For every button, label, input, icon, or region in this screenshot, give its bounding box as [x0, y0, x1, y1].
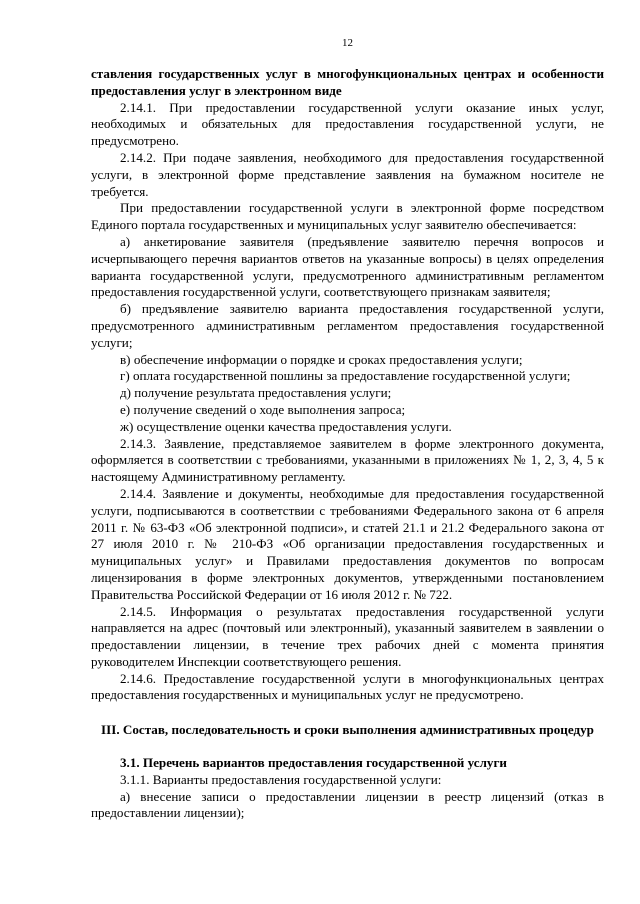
page-number: 12 [342, 37, 353, 49]
list-item-g: г) оплата государственной пошлины за предоставление государственной услуги; [120, 368, 571, 384]
list-item-zh: ж) осуществление оценки качества предоставления услуги. [120, 418, 452, 434]
subsection-title: 3.1. Перечень вариантов предоставления государственной услуги [120, 755, 507, 771]
section-title: III. Состав, последовательность и сроки выполнения административных процедур [101, 722, 594, 738]
paragraph-continued-heading: ставления государственных услуг в многофункциональных центрах и особенности предоставления услуг в электронном виде [91, 66, 604, 98]
list-item-a: а) анкетирование заявителя (предъявление заявителю перечня вопросов и исчерпывающего перечня вариантов ответов на указанные вопросы) в целях определения варианта государственной услуги, предусмотренного административным регламентом предоставления государственной услуги, соответствующего признакам заявителя; [91, 233, 604, 300]
document-body [91, 66, 604, 822]
paragraph-electronic-form: При предоставлении государственной услуги в электронной форме посредством Единого портала государственных и муниципальных услуг заявителю обеспечивается: [91, 200, 604, 233]
paragraph-2-14-2: 2.14.2. При подаче заявления, необходимого для предоставления государственной услуги, в электронной форме представление заявления на бумажном носителе не требуется. [91, 149, 604, 199]
paragraph-3-1-1: 3.1.1. Варианты предоставления государственной услуги: [120, 771, 442, 787]
list-item-v: в) обеспечение информации о порядке и сроках предоставления услуги; [120, 351, 523, 367]
list-item-b: б) предъявление заявителю варианта предоставления государственной услуги, предусмотренного административным регламентом предоставления государственной услуги; [91, 301, 604, 350]
variant-item-a: а) внесение записи о предоставлении лицензии в реестр лицензий (отказ в предоставлении лицензии); [91, 788, 604, 821]
list-item-e: е) получение сведений о ходе выполнения запроса; [120, 401, 406, 417]
paragraph-2-14-5: 2.14.5. Информация о результатах предоставления государственной услуги направляется на адрес (почтовый или электронный), указанный заявителем в заявлении о предоставлении лицензии, в течение трех рабочих дней с момента принятия руководителем Инспекции соответствующего решения. [91, 603, 604, 669]
paragraph-2-14-3: 2.14.3. Заявление, представляемое заявителем в форме электронного документа, оформляется в соответствии с требованиями, указанными в приложениях № 1, 2, 3, 4, 5 к настоящему Административному регламенту. [91, 435, 604, 485]
paragraph-2-14-4: 2.14.4. Заявление и документы, необходимые для предоставления государственной услуги, подписываются в соответствии с требованиями Федерального закона от 6 апреля 2011 г. № 63-ФЗ «Об электронной подписи», и статей 21.1 и 21.2 Федерального закона от 27 июля 2010 г. № 210-ФЗ «Об организации предоставления государственных и муниципальных услуг» и Правилами предоставления документов по вопросам лицензирования в форме электронных документов, утвержденными постановлением Правительства Российской Федерации от 16 июля 2012 г. № 722. [91, 485, 604, 602]
paragraph-2-14-6: 2.14.6. Предоставление государственной услуги в многофункциональных центрах предоставления государственных и муниципальных услуг не предусмотрено. [91, 670, 604, 703]
paragraph-2-14-1: 2.14.1. При предоставлении государственной услуги оказание иных услуг, необходимых и обязательных для предоставления государственной услуги, не предусмотрено. [91, 99, 604, 149]
list-item-d: д) получение результата предоставления услуги; [120, 385, 392, 401]
